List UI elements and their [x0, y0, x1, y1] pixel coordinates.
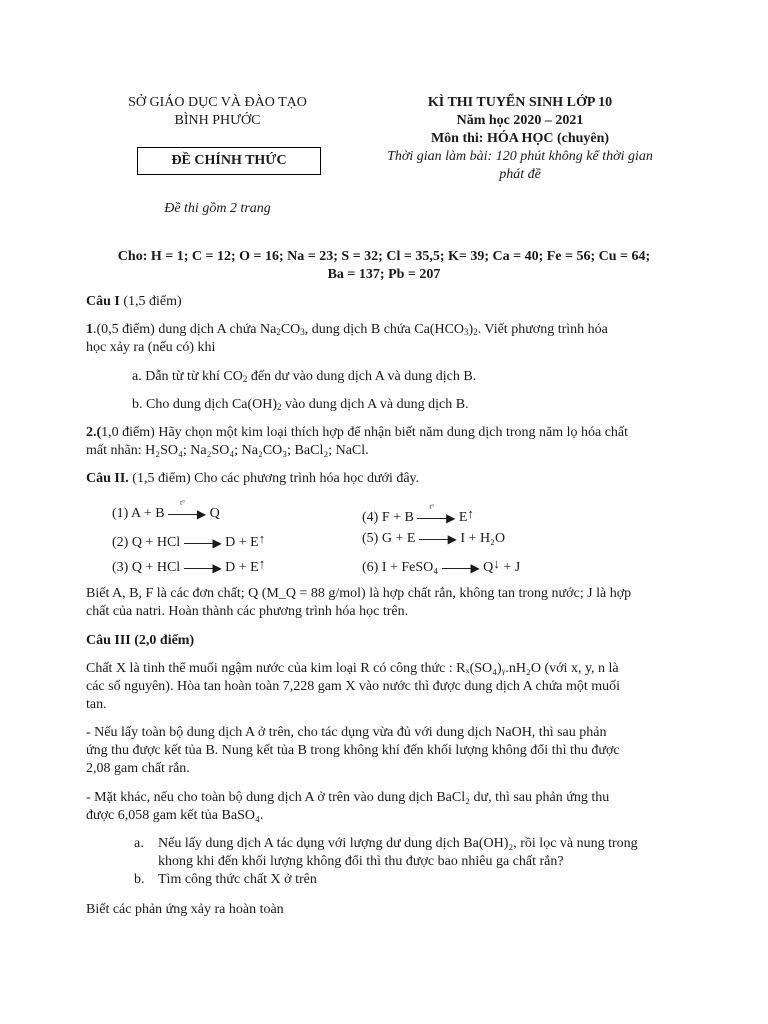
reaction-arrow-icon: ▶: [184, 538, 222, 548]
question-3-para3: [86, 789, 686, 825]
question-1-title: Câu I: [86, 294, 120, 309]
question-3-footer: Biết các phản ứng xảy ra hoàn toàn: [86, 902, 284, 917]
equation-2: [112, 531, 265, 551]
exam-time-line2: phát đề: [499, 167, 541, 182]
text-segment: 1,0 điểm) Hãy chọn một kim loại thích hợp để nhận biết năm dung dịch trong năm lọ hóa chất: [101, 425, 629, 440]
question-1-part1-line2: học xảy ra (nếu có) khi: [86, 340, 216, 355]
question-3-para1-line1: Chất X là tinh thể muối ngậm nước của kim loại R có công thức : Rₓ(SO₄)ᵧ.nH₂O (với x, y, n là: [86, 661, 619, 676]
text-segment: a. Dẫn từ từ khí CO: [132, 369, 243, 384]
question-3-heading: [86, 632, 686, 650]
text-segment: CO: [280, 322, 301, 337]
page-count-note: Đề thi gồm 2 trang: [164, 201, 271, 216]
text-segment: , dung dịch B chứa Ca(HCO: [304, 322, 465, 337]
text-segment: ): [468, 322, 474, 337]
eq-right: Q: [209, 506, 220, 521]
temp-mark: t°: [429, 502, 435, 511]
question-3-para2-line3: 2,08 gam chất rắn.: [86, 761, 190, 776]
part-number: 1: [86, 322, 93, 337]
question-1-item-b: b. Cho dung dịch $Ca(OH)_2$ vào dung dịch A và dung dịch B.: [132, 397, 469, 412]
reaction-arrow-icon: ▶: [442, 563, 480, 573]
question-1-part2-line2: mất nhãn: H₂SO₄; Na₂SO₄; Na₂CO₃; BaCl₂; NaCl.: [86, 443, 369, 458]
question-3-item-b: [134, 871, 694, 889]
eq-left: (4) F + B: [362, 510, 414, 525]
exam-time-line1: Thời gian làm bài: 120 phút không kể thời gian: [387, 149, 653, 164]
question-3-title: Câu III (: [86, 633, 139, 648]
eq-right: D + E: [225, 560, 259, 575]
question-2-heading: [86, 470, 686, 488]
eq-right: Q: [483, 560, 494, 575]
equation-3: [112, 556, 265, 576]
question-3-para2-line2: ứng thu được kết tủa B. Nung kết tủa B trong không khí đến khối lượng không đổi thì thu được: [86, 743, 620, 758]
question-3-item-a: [134, 835, 694, 871]
precipitate-down-arrow-icon: ↓: [493, 556, 500, 571]
eq-right-tail: + J: [499, 560, 521, 575]
question-3-para1-line3: tan.: [86, 697, 107, 712]
question-1-part2: [86, 424, 686, 460]
question-3-para3-line1: - Mặt khác, nếu cho toàn bộ dung dịch A ở trên vào dung dịch BaCl₂ dư, thì sau phản ứng thu: [86, 790, 610, 805]
exam-subject: Môn thi: HÓA HỌC (chuyên): [430, 131, 610, 146]
question-3-item-a-line2: khong khi đến khối lượng không đổi thì thu được bao nhiêu ga chất rắn?: [158, 854, 564, 869]
text-segment: .(0,5 điểm) dung dịch A chứa Na: [93, 322, 277, 337]
text-segment: đến dư vào dung dịch A và dung dịch B.: [247, 369, 477, 384]
question-3-item-a-line1: Nếu lấy dung dịch A tác dụng với lượng dư dung dịch Ba(OH)₂, rồi lọc và nung trong: [158, 836, 638, 851]
question-1-item-a: a. Dẫn từ từ khí $CO_2$ đến dư vào dung dịch A và dung dịch B.: [132, 369, 477, 384]
reaction-arrow-icon: ▶: [184, 563, 222, 573]
question-3-para2: [86, 724, 686, 778]
atomic-masses-line1: Cho: H = 1; C = 12; O = 16; Na = 23; S = 32; Cl = 35,5; K= 39; Ca = 40; Fe = 56; Cu = 64;: [117, 249, 651, 264]
eq-right: I + H₂O: [460, 531, 506, 546]
question-2-desc-line2: chất của natri. Hoàn thành các phương trình hóa học trên.: [86, 604, 409, 619]
equation-4: [362, 502, 474, 526]
exam-year: Năm học 2020 – 2021: [456, 113, 584, 128]
question-1-heading: [86, 293, 686, 311]
exam-header: [360, 94, 680, 184]
eq-left: (3) Q + HCl: [112, 560, 181, 575]
eq-left: (5) G + E: [362, 531, 416, 546]
reaction-arrow-icon: t° ▶: [417, 513, 455, 523]
atomic-masses: [86, 248, 682, 284]
department-header: [100, 94, 335, 130]
eq-right: E: [458, 510, 468, 525]
department-line2: BÌNH PHƯỚC: [174, 113, 261, 128]
question-3-para1: [86, 660, 686, 714]
eq-left: (1) A + B: [112, 506, 165, 521]
reaction-arrow-icon: ▶: [419, 534, 457, 544]
eq-left: (2) Q + HCl: [112, 535, 181, 550]
eq-left: (6) I + FeSO₄: [362, 560, 439, 575]
reaction-arrow-icon: t° ▶: [168, 509, 206, 519]
atomic-masses-line2: Ba = 137; Pb = 207: [327, 267, 441, 282]
gas-up-arrow-icon: ↑: [258, 556, 266, 571]
question-3-points: 2,0 điểm): [138, 633, 195, 648]
item-label: a.: [134, 836, 144, 851]
question-3-para1-line2: các số nguyên). Hòa tan hoàn toàn 7,228 gam X vào nước thì được dung dịch A chứa một muối: [86, 679, 621, 694]
temp-mark: t°: [180, 498, 185, 507]
item-label: b.: [134, 872, 145, 887]
gas-up-arrow-icon: ↑: [258, 531, 266, 546]
question-1-part1: 1.(0,5 điểm) dung dịch A chứa $Na_2CO_3$, dung dịch B chứa $Ca(HCO_3)_2$. Viết phương trình hóa học xảy ra (nếu có) khi: [86, 321, 686, 357]
exam-title: KÌ THI TUYỂN SINH LỚP 10: [427, 95, 613, 110]
question-2-intro: (1,5 điểm) Cho các phương trình hóa học dưới đây.: [128, 471, 420, 486]
text-segment: b. Cho dung dịch Ca(OH): [132, 397, 278, 412]
text-segment: . Viết phương trình hóa: [477, 322, 608, 337]
equation-5: [362, 531, 505, 547]
question-3-para2-line1: - Nếu lấy toàn bộ dung dịch A ở trên, cho tác dụng vừa đủ với dung dịch NaOH, thì sau phản: [86, 725, 607, 740]
equation-1: [112, 498, 220, 522]
question-3-para3-line2: được 6,058 gam kết tủa BaSO₄.: [86, 808, 264, 823]
question-2-desc-line1: Biết A, B, F là các đơn chất; Q (M_Q = 88 g/mol) là hợp chất rắn, không tan trong nước; J là hợp: [86, 586, 632, 601]
question-1-points: (1,5 điểm): [119, 294, 182, 309]
gas-up-arrow-icon: ↑: [467, 506, 474, 521]
equation-6: [362, 556, 520, 576]
question-2-description: [86, 585, 686, 621]
question-3-item-b-line1: Tìm công thức chất X ở trên: [158, 872, 317, 887]
department-line1: SỞ GIÁO DỤC VÀ ĐÀO TẠO: [128, 95, 307, 110]
official-exam-box: ĐỀ CHÍNH THỨC: [137, 147, 321, 175]
eq-right: D + E: [225, 535, 259, 550]
part-number: 2.(: [86, 425, 102, 440]
text-segment: vào dung dịch A và dung dịch B.: [281, 397, 469, 412]
question-2-title: Câu II.: [86, 471, 129, 486]
